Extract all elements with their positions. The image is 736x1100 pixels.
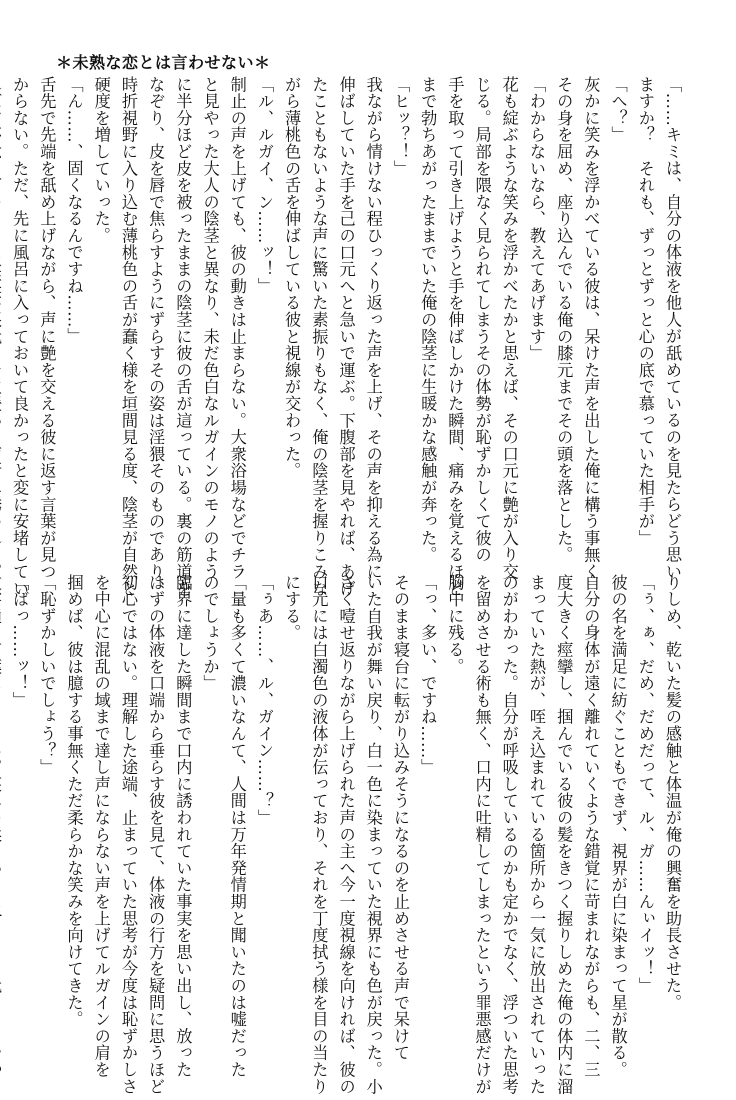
text-line: 胸中に残る。: [445, 574, 465, 675]
text-line: 口元には白濁色の液体が伝っており、それを丁度拭う様を目の当たり: [309, 574, 329, 1095]
text-line: 制止の声を上げても、彼の動きは止まらない。大衆浴場などでチラ: [227, 76, 247, 580]
text-line: はずの体液を口端から垂らす彼を見て、体液の行方を疑問に思うほど: [146, 574, 166, 1095]
text-line: 「ヒッ？！」: [390, 76, 410, 177]
text-line: 自分の身体が遠く離れていくような錯覚に苛まれながらも、二、三: [581, 574, 601, 1078]
page-title: ＊未熟な恋とは言わせない＊: [56, 53, 271, 72]
text-line: [0, 574, 6, 1042]
text-line: 我ながら情けない程ひっくり返った声を上げ、その声を抑える為に: [363, 76, 383, 580]
text-line: りしめ、乾いた髪の感触と体温が俺の興奮を助長させた。: [663, 574, 682, 1011]
text-block-bottom: [10, 574, 686, 1095]
text-line: 手を取って引き上げようと手を伸ばしかけた瞬間、痛みを覚えるほど: [445, 76, 465, 597]
text-line: 時折視野に入り込む薄桃色の舌が蠢く様を垣間見る度、陰茎が自然と: [118, 76, 138, 597]
text-line: を中心に混乱の域まで達し声にならない声を上げてルガインの肩を: [91, 574, 111, 1078]
text-line: に半分ほど皮を被ったままの陰茎に彼の舌が這っている。裏の筋道を: [173, 76, 193, 597]
text-line: 「ぅ、ぁ、だめ、だめだって、ル、ガ……んぃイッ！」: [635, 574, 655, 994]
text-line: を留めさせる術も無く、口内に吐精してしまったという罪悪感だけが: [472, 574, 492, 1095]
text-line: がら薄桃色の舌を伸ばしている彼と視線が交わった。: [282, 76, 302, 480]
text-line: 「わからないなら、教えてあげます」: [526, 76, 546, 362]
text-line: のでしょうか」: [200, 574, 220, 692]
text-line: 掴めば、彼は臆する事無くただ柔らかな笑みを向けてきた。: [64, 574, 84, 1028]
text-line: 臨界に達した瞬間まで口内に誘われていた事実を思い出し、放った: [173, 574, 193, 1078]
text-line: [0, 76, 6, 554]
text-line: たこともないような声に驚いた素振りもなく、俺の陰茎を握りこみな: [309, 76, 329, 597]
text-line: 「へ？」: [608, 76, 628, 144]
text-line: 「っ、多い、ですね……」: [418, 574, 438, 776]
text-line: のがわかった。自分が呼吸しているのかも定かでなく、浮ついた思考: [499, 574, 519, 1095]
text-line: 「量も多くて濃いなんて、人間は万年発情期と聞いたのは嘘だった: [227, 574, 247, 1078]
text-line: 「ばっ……ッ！」: [10, 574, 30, 709]
text-line: その身を屈め、座り込んでいる俺の膝元までその頭を落とした。: [554, 76, 574, 564]
text-line: 舌先で先端を舐め上げながら、声に艶を交える彼に返す言葉が見つ: [37, 76, 57, 580]
text-line: 「ん……、固くなるんですね……」: [64, 76, 84, 345]
text-line: 灰かに笑みを浮かべている彼は、呆けた声を出した俺に構う事無く: [581, 76, 601, 580]
text-line: 「ぅあ……、ル、ガイン……？」: [254, 574, 274, 826]
text-line: 初心ではない。理解した途端、止まっていた思考が今度は恥ずかしさ: [118, 574, 138, 1095]
text-line: 彼の名を満足に紡ぐこともできず、視界が白に染まって星が散る。: [608, 574, 628, 1078]
text-line: なぞり、皮を唇で焦らすようにずらすその姿は淫猥そのものであり、: [146, 76, 166, 597]
text-line: まっていた熱が、咥え込まれている箇所から一気に放出されていった: [526, 574, 546, 1095]
text-line: からない。ただ、先に風呂に入っておいて良かったと変に安堵してい: [10, 76, 30, 597]
text-line: そのまま寝台に転がり込みそうになるのを止めさせる声で呆けて: [390, 574, 410, 1062]
text-line: にする。: [282, 574, 302, 642]
text-line: 「ル、ルガイ、ン……ッ！」: [254, 76, 274, 295]
text-line: まで勃ちあがったままでいた俺の陰茎に生暖かな感触が奔った。: [418, 76, 438, 564]
text-block-top: [10, 76, 686, 597]
text-line: 硬度を増していった。: [91, 76, 111, 244]
text-line: 伸ばしていた手を己の口元へと急いで運ぶ。下腹部を見やれば、あげ: [336, 76, 356, 597]
text-line: 「……キミは、自分の体液を他人が舐めているのを見たらどう思い: [663, 76, 682, 580]
text-line: 「恥ずかしいでしょう？」: [37, 574, 57, 776]
text-line: ますか？ それも、ずっとずっと心の底で慕っていた相手が」: [635, 76, 655, 547]
text-line: と見やった大人の陰茎と異なり、未だ色白なルガインのモノのよう: [200, 76, 220, 580]
text-line: いた自我が舞い戻り、白一色に染まっていた視界にも色が戻った。小: [363, 574, 383, 1095]
text-line: さく噎せ返りながら上げられた声の主へ今一度視線を向ければ、彼の: [336, 574, 356, 1095]
text-line: じる。局部を隈なく見られてしまうその体勢が恥ずかしくて彼の: [472, 76, 492, 564]
text-line: 花も綻ぶような笑みを浮かべたかと思えば、その口元に艶が入り交: [499, 76, 519, 580]
text-line: 度大きく痙攣し、掴んでいる彼の髪をきつく握りしめた俺の体内に溜: [554, 574, 574, 1095]
